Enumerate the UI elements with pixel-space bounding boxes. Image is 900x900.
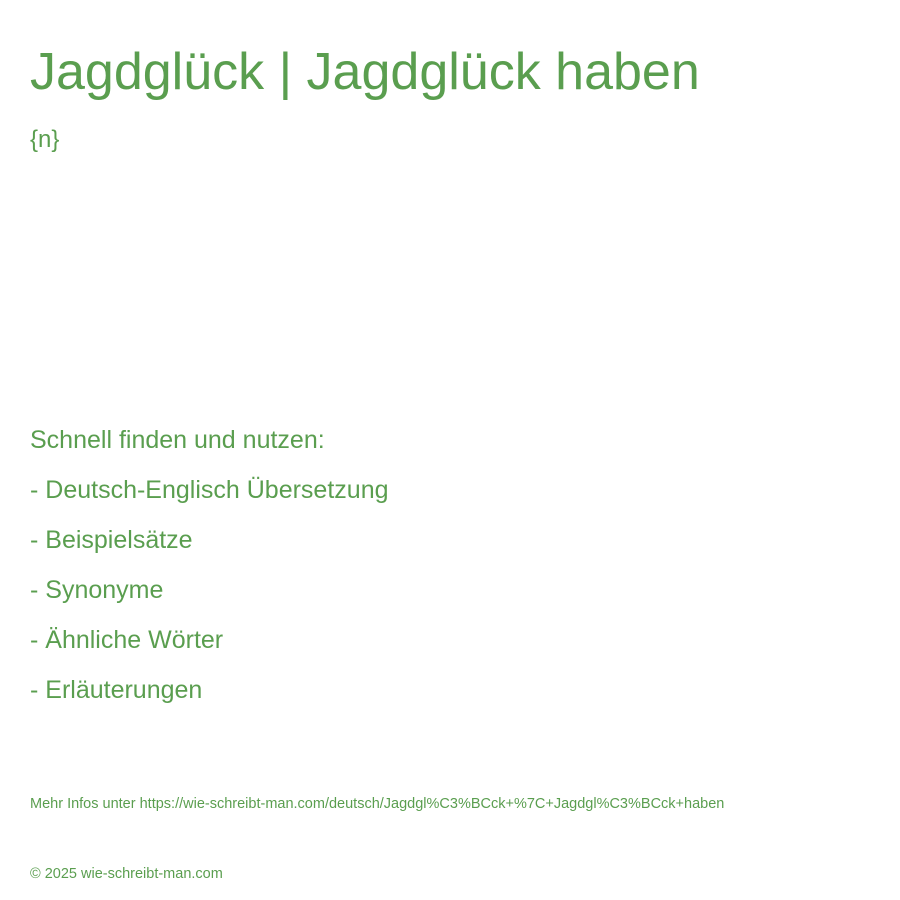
feature-item-synonyms: - Synonyme bbox=[30, 576, 164, 604]
feature-item-translation: - Deutsch-Englisch Übersetzung bbox=[30, 476, 389, 504]
features-heading: Schnell finden und nutzen: bbox=[30, 426, 325, 454]
feature-item-explanations: - Erläuterungen bbox=[30, 676, 203, 704]
more-info-url: https://wie-schreibt-man.com/deutsch/Jagdgl%C3%BCck+%7C+Jagdgl%C3%BCck+haben bbox=[139, 796, 725, 812]
page-title: Jagdglück | Jagdglück haben bbox=[30, 43, 700, 101]
gender-marker: {n} bbox=[30, 126, 60, 153]
more-info-prefix: Mehr Infos unter bbox=[30, 796, 140, 812]
feature-item-example-sentences: - Beispielsätze bbox=[30, 526, 193, 554]
more-info-line bbox=[30, 795, 724, 813]
feature-item-similar-words: - Ähnliche Wörter bbox=[30, 626, 224, 654]
copyright-notice: © 2025 wie-schreibt-man.com bbox=[30, 866, 223, 882]
features-list bbox=[30, 425, 389, 725]
